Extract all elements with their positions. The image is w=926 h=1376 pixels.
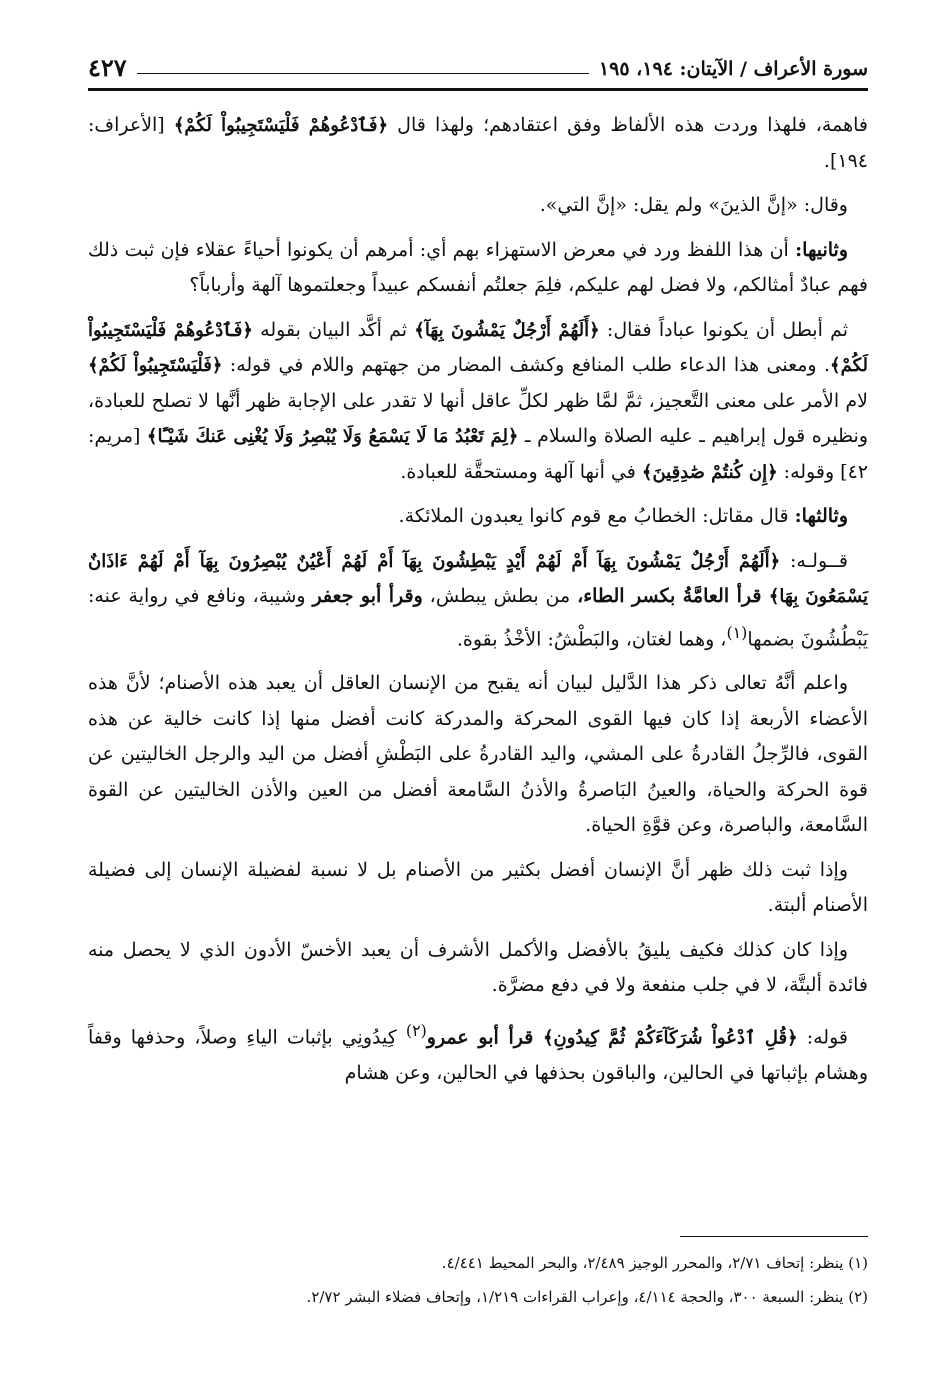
page-number: ٤٢٧: [88, 53, 127, 82]
quran-quote: ﴿لِمَ تَعْبُدُ مَا لَا يَسْمَعُ وَلَا يُبْصِرُ وَلَا يُغْنِى عَنكَ شَيْـًٔا﴾: [146, 426, 519, 447]
paragraph-6: [88, 544, 868, 658]
text-run: [الأعراف: ١٩٤].: [88, 114, 868, 172]
text-run: لام الأمر على معنى التَّعجيز، ثمَّ لمَّا ظهر لكلِّ عاقل أنها لا تقدر على الإجابة ظهر أنَّها لا تصلح للعبادة، ونظيره قول إبراهيم ـ عليه الصلاة والسلام ـ: [88, 389, 868, 447]
text-run: . ومعنى هذا الدعاء طلب المنافع وكشف المضار من جهتهم واللام في قوله:: [222, 354, 831, 376]
text-run: وإذا كان كذلك فكيف يليقُ بالأفضل والأكمل الأشرف أن يعبد الأخسّ الأدون الذي لا يحصل منه فائدة ألبتَّة، لا في جلب منفعة ولا في دفع مضرَّة.: [88, 938, 868, 997]
section-keyword: وثالثها:: [794, 505, 848, 527]
paragraph-4: [88, 313, 868, 491]
quran-quote: ﴿أَلَهُمْ أَرْجُلٌ يَمْشُونَ بِهَآ أَمْ لَهُمْ أَيْدٍ يَبْطِشُونَ بِهَآ أَمْ لَهُمْ أَعْيُنٌ يُبْصِرُونَ بِهَآ أَمْ لَهُمْ ءَاذَانٌ يَسْمَعُونَ بِهَا﴾: [88, 550, 869, 607]
quran-quote: ﴿أَلَهُمْ أَرْجُلٌ يَمْشُونَ بِهَآ﴾: [414, 319, 600, 341]
text-run: من بطش يبطش،: [422, 585, 578, 607]
footnote-ref-1[interactable]: (١): [726, 622, 748, 642]
text-run: قــولـه:: [780, 549, 848, 572]
paragraph-10: [88, 1013, 868, 1091]
paragraph-5: [88, 499, 868, 535]
running-title: سورة الأعراف / الآيتان: ١٩٤، ١٩٥: [598, 58, 868, 80]
main-text: [88, 108, 868, 1100]
text-run: [مريم: ٤٢] وقوله:: [88, 425, 868, 483]
header-leader-line: [137, 73, 589, 74]
text-run: كِيدُونِي بإثبات الياءِ وصلاً، وحذفها وقفاً وهشام بإثباتها في الحالين، والباقون بحذفها في الحالين، وعن هشام: [88, 1026, 868, 1084]
quran-quote: ﴿قُلِ ٱدْعُواْ شُرَكَآءَكُمْ ثُمَّ كِيدُونِ﴾: [542, 1027, 798, 1049]
reading-keyword: قرأ أبو عمرو: [426, 1026, 543, 1049]
quran-quote: ﴿إِن كُنتُمْ صَٰدِقِينَ﴾: [641, 461, 778, 483]
text-run: ثم أبطل أن يكونوا عباداً فقال:: [599, 318, 849, 341]
text-run: وشيبة، ونافع في رواية عنه: يَبْطُشُونَ بضمها: [88, 585, 868, 650]
text-run: قوله:: [797, 1026, 848, 1049]
footnote-ref-2[interactable]: (٢): [405, 1020, 427, 1040]
text-run: قال مقاتل: الخطابُ مع قوم كانوا يعبدون الملائكة.: [398, 505, 795, 527]
quran-quote: ﴿فَٱدْعُوهُمْ فَلْيَسْتَجِيبُواْ لَكُمْ﴾: [88, 319, 868, 376]
text-run: وإذا ثبت ذلك ظهر أنَّ الإنسان أفضل بكثير من الأصنام بل لا نسبة لفضيلة الإنسان إلى فضيلة الأصنام ألبتة.: [88, 858, 868, 917]
text-run: وقال: «إنَّ الذينَ» ولم يقل: «إنَّ التي».: [539, 194, 848, 216]
paragraph-1: [88, 108, 868, 179]
paragraph-9: [88, 933, 868, 1004]
section-keyword: وثانيها:: [795, 238, 848, 261]
text-run: أن هذا اللفظ ورد في معرض الاستهزاء بهم أي: أمرهم أن يكونوا أحياءً عقلاء فإن ثبت ذلك فهم عبادٌ أمثالكم، ولا فضل لهم عليكم، فلِمَ جعلتُم أنفسكم عبيداً وجعلتموها آلهة وأرباباً؟: [88, 238, 868, 296]
paragraph-2: [88, 188, 868, 224]
paragraph-8: [88, 853, 868, 924]
reading-keyword: قرأ العامَّةُ بكسر الطاء،: [577, 585, 769, 607]
text-run: في أنها آلهة ومستحقَّة للعبادة.: [400, 460, 642, 483]
reading-keyword: وقرأ أبو جعفر: [312, 585, 423, 607]
quran-quote: ﴿فَلْيَسْتَجِيبُواْ لَكُمْ﴾: [88, 355, 223, 376]
quran-quote: ﴿فَٱدْعُوهُمْ فَلْيَسْتَجِيبُواْ لَكُمْ﴾: [173, 115, 389, 136]
footnote-1: (١) ينظر: إتحاف ٢/٧١، والمحرر الوجيز ٢/٤٨٩، والبحر المحيط ٤/٤٤١.: [441, 1254, 868, 1272]
header-rule: [88, 88, 868, 91]
text-run: واعلم أنَّهُ تعالى ذكر هذا الدَّليل لبيان أنه يقبح من الإنسان العاقل أن يعبد هذه الأصنام؛ لأنَّ هذه الأعضاء الأربعة إذا كان فيها القوى المحركة والمدركة كانت أفضل منها إذا كانت خالية عن هذه القوى، فالرِّجلُ القادرةُ على المشي، واليد القادرةُ على البَطْشِ أفضل من اليد والرجل الخاليتين عن قوة الحركة والحياة، والعينُ البَاصرةُ والأذنُ السَّامعة أفضل من العين والأذن الخاليتين عن القوة السَّامعة، والباصرة، وعن قوَّةِ الحياة.: [88, 672, 868, 837]
paragraph-7: [88, 666, 868, 844]
footnote-2: (٢) ينظر: السبعة ٣٠٠، والحجة ٤/١١٤، وإعراب القراءات ١/٢١٩، وإتحاف فضلاء البشر ٢/٧٢.: [306, 1288, 868, 1306]
footnotes: [88, 1246, 868, 1314]
footnote-separator: [680, 1236, 868, 1237]
page-header: [88, 40, 868, 84]
paragraph-3: [88, 233, 868, 304]
text-run: ، وهما لغتان، والبَطْشُ: الأخْذُ بقوة.: [456, 627, 727, 650]
text-run: فاهمة، فلهذا وردت هذه الألفاظ وفق اعتقادهم؛ ولهذا قال: [388, 114, 868, 136]
text-run: ثم أكَّد البيان بقوله: [252, 318, 415, 341]
